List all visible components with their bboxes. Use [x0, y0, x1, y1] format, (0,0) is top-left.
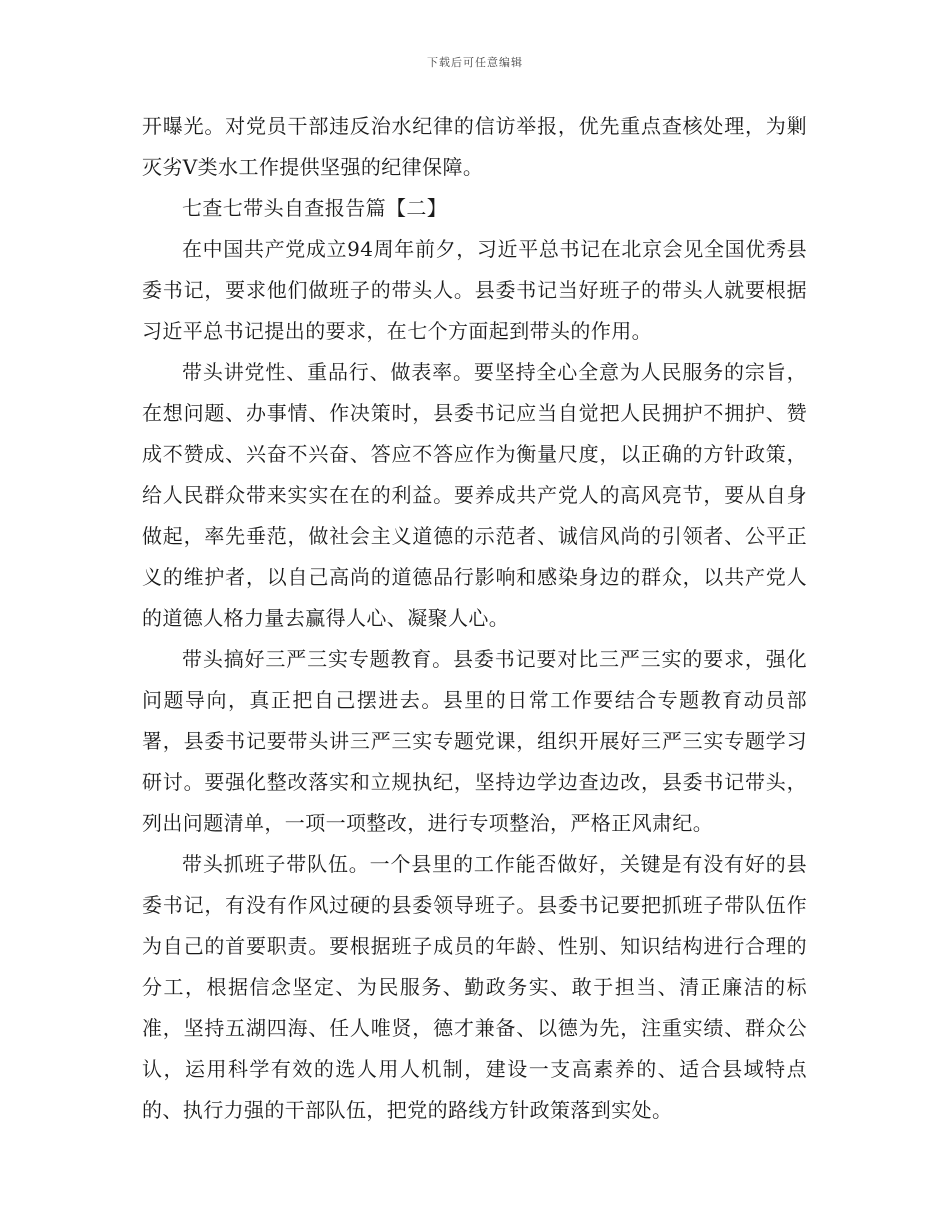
paragraph-2: 带头讲党性、重品行、做表率。要坚持全心全意为人民服务的宗旨，在想问题、办事情、作决策时，县委书记应当自觉把人民拥护不拥护、赞成不赞成、兴奋不兴奋、答应不答应作为衡量尺度，以正确的方针政策，给人民群众带来实实在在的利益。要养成共产党人的高风亮节，要从自身做起，率先垂范，做社会主义道德的示范者、诚信风尚的引领者、公平正义的维护者，以自己高尚的道德品行影响和感染身边的群众，以共产党人的道德人格力量去赢得人心、凝聚人心。 — [142, 360, 807, 630]
document-body — [142, 106, 807, 1131]
paragraph-3: 带头搞好三严三实专题教育。县委书记要对比三严三实的要求，强化问题导向，真正把自己摆进去。县里的日常工作要结合专题教育动员部署，县委书记要带头讲三严三实专题党课，组织开展好三严三实专题学习研讨。要强化整改落实和立规执纪，坚持边学边查边改，县委书记带头，列出问题清单，一项一项整改，进行专项整治，严格正风肃纪。 — [142, 647, 807, 835]
section-title: 七查七带头自查报告篇【二】 — [182, 196, 448, 220]
page-header-note: 下载后可任意编辑 — [427, 56, 523, 69]
paragraph-1: 在中国共产党成立94周年前夕，习近平总书记在北京会见全国优秀县委书记，要求他们做班子的带头人。县委书记当好班子的带头人就要根据习近平总书记提出的要求，在七个方面起到带头的作用。 — [142, 237, 807, 343]
continuation-paragraph: 开曝光。对党员干部违反治水纪律的信访举报，优先重点查核处理，为剿灭劣Ⅴ类水工作提供坚强的纪律保障。 — [142, 114, 807, 179]
paragraph-4: 带头抓班子带队伍。一个县里的工作能否做好，关键是有没有好的县委书记，有没有作风过硬的县委领导班子。县委书记要把抓班子带队伍作为自己的首要职责。要根据班子成员的年龄、性别、知识结构进行合理的分工，根据信念坚定、为民服务、勤政务实、敢于担当、清正廉洁的标准，坚持五湖四海、任人唯贤，德才兼备、以德为先，注重实绩、群众公认，运用科学有效的选人用人机制，建设一支高素养的、适合县域特点的、执行力强的干部队伍，把党的路线方针政策落到实处。 — [142, 852, 807, 1122]
